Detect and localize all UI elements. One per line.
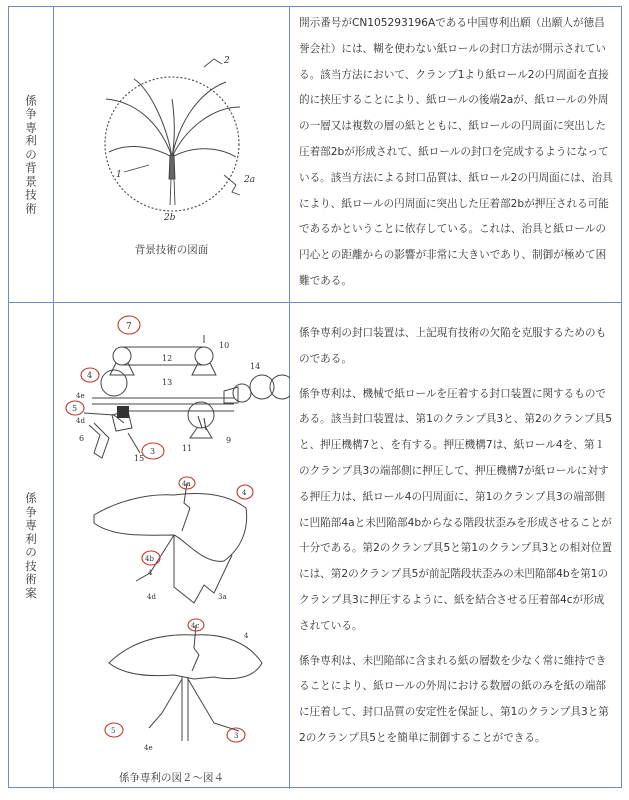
figure-label: 4e [76, 392, 85, 400]
figure-label: 3 [150, 447, 156, 456]
row-label-cell [9, 303, 54, 789]
figure-caption: 背景技術の図面 [134, 244, 209, 256]
figure-label: 11 [182, 444, 193, 453]
figure-label: 2a [244, 175, 256, 185]
figure-cell [54, 303, 290, 789]
figure-label: 7 [126, 322, 132, 332]
figure-label: 12 [162, 354, 173, 363]
background-art-figure [54, 7, 290, 237]
figure-label: 4d [76, 417, 85, 425]
row-technical-solution [9, 303, 621, 789]
description-cell [290, 7, 621, 302]
figure-label: 4e [144, 744, 153, 752]
figure-label: 4 [148, 569, 153, 577]
figure-label: 4 [244, 632, 249, 640]
figure-label: 4a [182, 480, 191, 488]
figure-label: 2 [224, 56, 230, 66]
figure-label: 4 [242, 489, 247, 497]
paragraph: 係争専利の封口装置は、上記現有技術の欠陥を克服するためのものである。 [299, 327, 607, 365]
figure-caption: 係争専利の図２～図４ [119, 772, 224, 784]
paragraph: 係争専利は、機械で紙ロールを圧着する封口装置に関するものである。該当封口装置は、第1のクランプ具3と、第2のクランプ具5と、押圧機構7と、を有する。押圧機構7は、紙ロール4を、第１のクランプ具3の端部側に押圧して、押圧機構7が紙ロールに対する押圧力は、紙ロール4の円周面に、第1のクランプ具3の端部側に凹陥部4aと未凹陥部4bからなる階段状歪みを形成させることが十分である。第2のクランプ具5と第1のクランプ具3との相対位置には、第2のクランプ具5が前記階段状歪みの未凹陥部4bを第1のクランプ具3に押圧するように、紙を結合させる圧着部4cが形成されている。 [299, 387, 612, 632]
description-cell [290, 303, 621, 789]
row-label: 係争専利の背景技術 [25, 92, 37, 215]
figure-label: 5 [72, 404, 78, 413]
figure-label: 4b [145, 555, 154, 563]
figure-label: 4 [87, 371, 93, 380]
row-background-art [9, 7, 621, 303]
figure-label: 3a [218, 593, 227, 601]
row-label: 係争専利の技術案 [25, 491, 37, 600]
figure-cell [54, 7, 290, 302]
figure-label: 14 [250, 362, 261, 371]
figure-label: 5 [111, 727, 116, 735]
figure-label: 4d [147, 593, 156, 601]
figure-label: 6 [79, 434, 85, 443]
figure-label: 4c [191, 622, 200, 630]
row-label-cell [9, 7, 54, 302]
description-text: 開示番号がCN105293196Aである中国専利出願（出願人が徳昌誉会社）には、糊を使わない紙ロールの封口方法が開示されている。該当方法において、クランプ1より紙ロール2の円周面を直接的に挟圧することにより、紙ロールの後端2aが、紙ロールの外周の一層又は複数の層の紙とともに、紙ロールの円周面に突出した圧着部2bが形成されて、紙ロールの封口を完成するようになっている。該当方法による封口品質は、紙ロール2の円周面には、治具により、紙ロールの円周面に突出した圧着部2bが押圧される可能であるかということに依存している。これは、治具と紙ロールの円心との距離からの影響が非常に大きいであり、制御が極めて困難である。 [299, 17, 613, 287]
figure-label: 2b [164, 213, 176, 223]
figure-label: 9 [226, 436, 232, 445]
figure-label: 13 [162, 378, 173, 387]
figure-label: 10 [219, 341, 230, 350]
figure-label: 1 [116, 170, 122, 180]
technical-solution-figures [54, 303, 290, 763]
figure-label: 3 [234, 732, 239, 740]
figure-label: 15 [134, 454, 145, 463]
paragraph: 係争専利は、未凹陥部に含まれる紙の層数を少なく常に維持できることにより、紙ロールの外周における数層の紙のみを紙の端部に圧着して、封口品質の安定性を保証し、第1のクランプ具3と第2のクランプ具5とを簡単に制御することができる。 [299, 654, 609, 744]
comparison-table [8, 6, 622, 788]
description-text [299, 321, 613, 761]
